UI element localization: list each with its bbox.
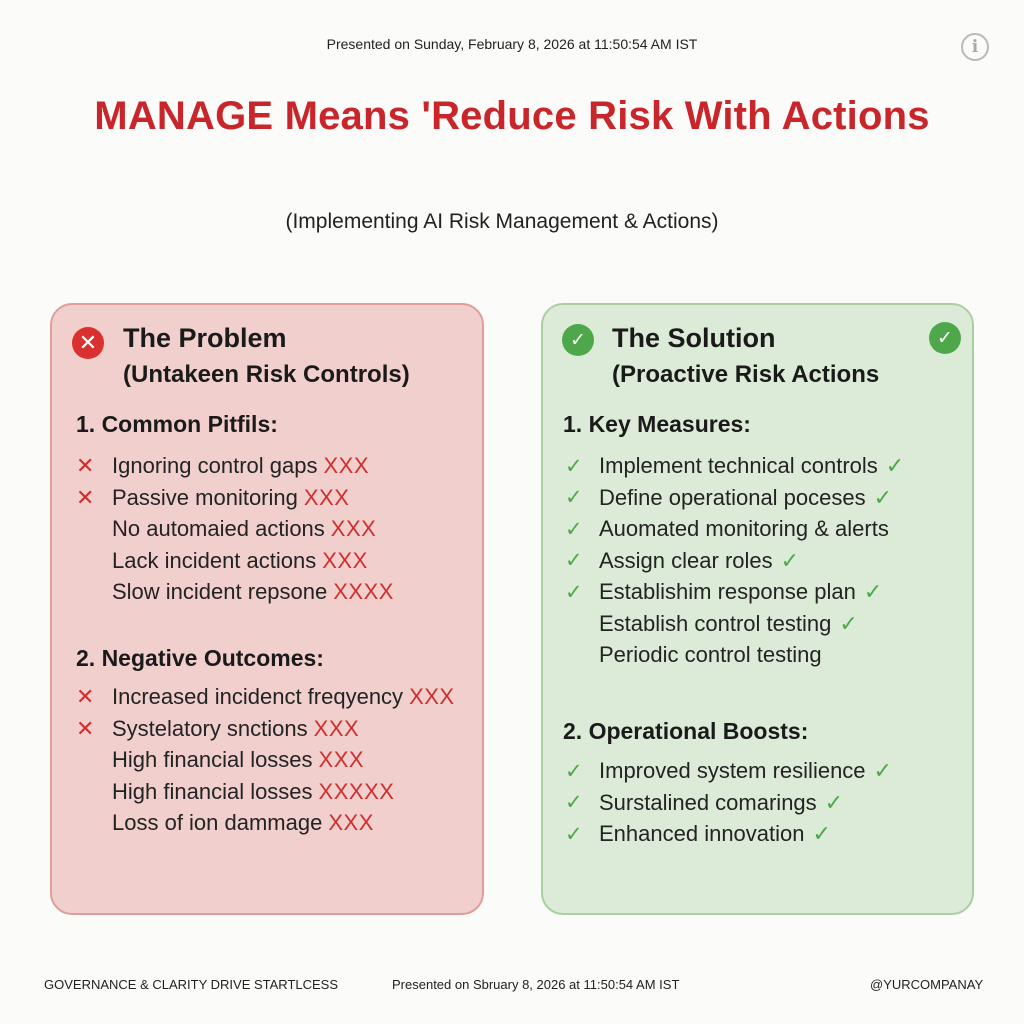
- list-item: [112, 777, 394, 807]
- check-mark-icon: ✓: [565, 759, 583, 783]
- list-item-text: Assign clear roles: [599, 547, 773, 573]
- list-item-text: Establish control testing: [599, 610, 832, 636]
- list-item-text: Passive monitoring: [112, 484, 298, 510]
- presented-on-header: Presented on Sunday, February 8, 2026 at 11:50:54 AM IST: [326, 36, 698, 52]
- list-item: [599, 609, 858, 639]
- solution-card: [541, 303, 974, 915]
- list-item: [76, 714, 360, 744]
- check-mark-icon: ✓: [565, 580, 583, 604]
- solution-section-heading: 1. Key Measures:: [563, 411, 751, 437]
- check-mark-icon: ✓: [565, 822, 583, 846]
- list-item: [112, 577, 394, 607]
- check-circle-icon: ✓: [929, 322, 961, 354]
- list-item-text: Establishim response plan: [599, 579, 856, 604]
- x-suffix: XXX: [323, 453, 369, 478]
- check-circle-icon: ✓: [562, 324, 594, 356]
- check-mark-icon: ✓: [839, 610, 858, 636]
- list-item-text: Improved system resilience: [599, 758, 866, 783]
- solution-section-heading: 2. Operational Boosts:: [563, 718, 809, 744]
- list-item: [76, 682, 455, 712]
- list-item: [565, 819, 831, 849]
- list-item-text: Ignoring control gaps: [112, 453, 318, 478]
- check-mark-icon: ✓: [565, 791, 583, 814]
- footer-center: Presented on Sbruary 8, 2026 at 11:50:54 AM IST: [392, 977, 680, 992]
- list-item: [112, 546, 368, 576]
- list-item: [565, 756, 892, 786]
- list-item-text: Systelatory snctions: [112, 715, 308, 741]
- list-item: [565, 514, 889, 544]
- footer-left: GOVERNANCE & CLARITY DRIVE STARTLCESS: [44, 977, 339, 992]
- problem-section-heading: 2. Negative Outcomes:: [76, 645, 324, 671]
- list-item: [112, 745, 364, 775]
- check-mark-icon: ✓: [824, 789, 844, 815]
- list-item-text: Enhanced innovation: [599, 821, 805, 846]
- info-icon[interactable]: i: [961, 33, 989, 61]
- list-item: [112, 808, 374, 838]
- x-circle-icon: ✕: [72, 327, 104, 359]
- list-item: [565, 451, 905, 481]
- list-item-text: No automaied actions: [112, 516, 325, 541]
- check-mark-icon: ✓: [812, 821, 831, 846]
- problem-subtitle: (Untakeen Risk Controls): [123, 361, 410, 388]
- list-item-text: High financial losses: [112, 747, 313, 772]
- list-item: [565, 483, 893, 513]
- x-suffix: XXX: [409, 684, 455, 709]
- list-item-text: High financial losses: [112, 778, 313, 804]
- list-item: [565, 546, 800, 576]
- x-mark-icon: ✕: [76, 684, 95, 709]
- list-item: [76, 451, 369, 481]
- check-mark-icon: ✓: [565, 454, 583, 478]
- x-suffix: XXX: [322, 547, 368, 573]
- list-item-text: Slow incident repsone: [112, 579, 328, 604]
- list-item: [565, 788, 844, 818]
- x-suffix: XXX: [328, 810, 374, 835]
- list-item-text: Surstalined comarings: [599, 789, 817, 815]
- list-item-text: Auomated monitoring & alerts: [599, 516, 889, 541]
- check-mark-icon: ✓: [873, 758, 892, 783]
- check-mark-icon: ✓: [565, 517, 583, 541]
- x-suffix: XXX: [313, 715, 360, 741]
- x-suffix: XXX: [330, 516, 377, 541]
- x-mark-icon: ✕: [76, 484, 95, 510]
- list-item-text: Implement technical controls: [599, 453, 878, 478]
- problem-card: [50, 303, 484, 915]
- x-suffix: XXXX: [333, 579, 394, 604]
- problem-title: The Problem: [123, 323, 287, 353]
- x-mark-icon: ✕: [76, 453, 95, 478]
- list-item: [565, 577, 883, 607]
- list-item-text: Loss of ion dammage: [112, 810, 323, 835]
- check-mark-icon: ✓: [863, 579, 883, 604]
- check-mark-icon: ✓: [873, 484, 893, 510]
- check-mark-icon: ✓: [885, 453, 905, 478]
- check-mark-icon: ✓: [780, 547, 800, 573]
- solution-subtitle: (Proactive Risk Actions: [612, 361, 880, 388]
- x-suffix: XXXXX: [318, 778, 395, 804]
- x-mark-icon: ✕: [76, 715, 95, 741]
- list-item: [112, 514, 376, 544]
- list-item-text: Define operational poceses: [599, 484, 866, 510]
- list-item-text: Lack incident actions: [112, 547, 317, 573]
- list-item-text: Increased incidenct freqyency: [112, 684, 404, 709]
- footer-right: @YURCOMPANAY: [870, 977, 984, 992]
- page-title: MANAGE Means 'Reduce Risk With Actions: [94, 94, 930, 138]
- list-item: [599, 640, 822, 670]
- list-item-text: Periodic control testing: [599, 642, 822, 667]
- problem-section-heading: 1. Common Pitfils:: [76, 411, 278, 437]
- page-subtitle: (Implementing AI Risk Management & Actions): [285, 210, 719, 233]
- x-suffix: XXX: [318, 747, 365, 772]
- check-mark-icon: ✓: [565, 486, 583, 509]
- check-mark-icon: ✓: [565, 549, 583, 572]
- list-item: [76, 483, 350, 513]
- solution-title: The Solution: [612, 323, 776, 353]
- x-suffix: XXX: [303, 484, 350, 510]
